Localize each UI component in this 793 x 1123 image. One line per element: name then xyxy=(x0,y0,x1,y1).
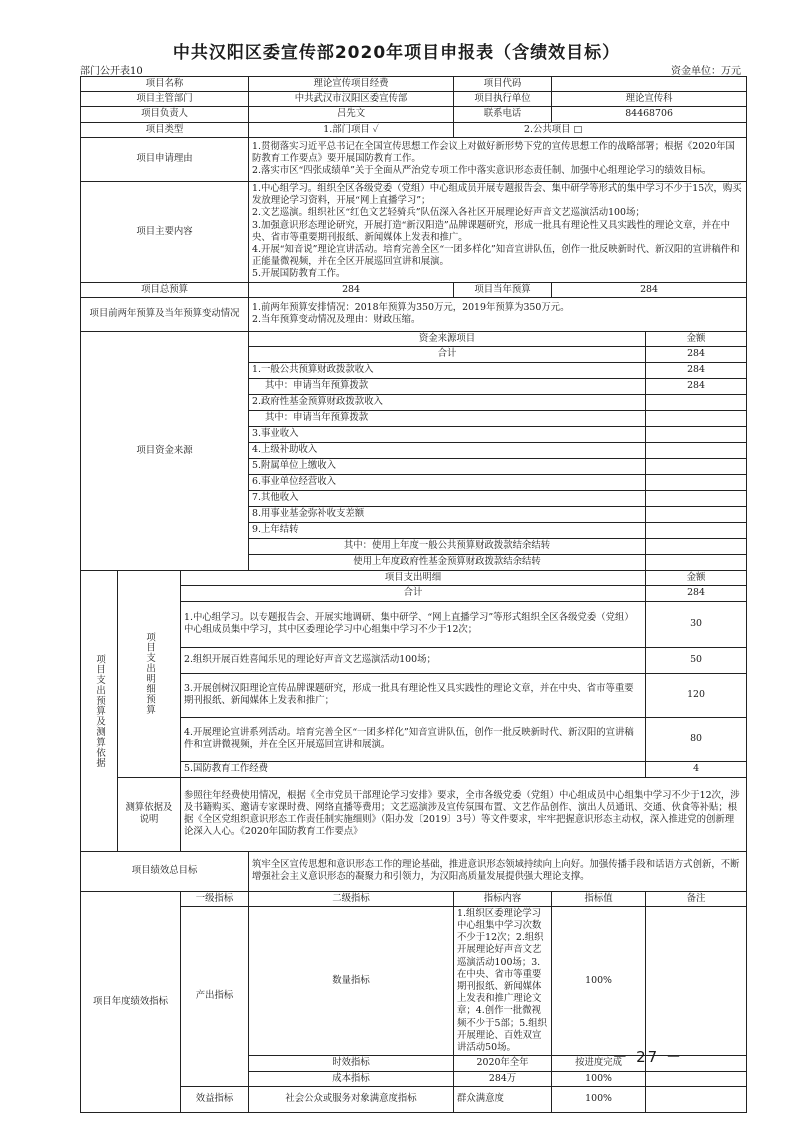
expense-section xyxy=(81,571,747,851)
reason-text: 1.贯彻落实习近平总书记在全国宣传思想工作会议上对做好新形势下党的宣传思想工作的战略部署；根据《2020年国防教育工作要点》要开展国防教育工作。 2.落实市区“四张成绩单”关于全面从严治党专项工作中落实意识形态责任制、加强中心组理论学习的绩效目标。 xyxy=(249,137,747,181)
funding-amount xyxy=(646,427,747,443)
perf-content: 284万 xyxy=(454,1071,552,1086)
label-expense-text: 项目支出预算及测算依据 xyxy=(94,653,106,768)
perf-level2: 成本指标 xyxy=(249,1071,454,1086)
funding-item: 5.附属单位上缴收入 xyxy=(249,459,646,475)
row-content xyxy=(81,181,747,282)
label-indicators: 项目年度绩效指标 xyxy=(81,891,181,1112)
funding-amount xyxy=(646,411,747,427)
funding-item: 使用上年度政府性基金预算财政拨款结余结转 xyxy=(249,555,646,571)
funding-header-item: 资金来源项目 xyxy=(249,331,646,346)
perf-value: 100% xyxy=(552,1086,646,1112)
funding-amount xyxy=(646,539,747,555)
label-leader: 项目负责人 xyxy=(81,107,249,122)
label-budget-change: 项目前两年预算及当年预算变动情况 xyxy=(81,297,249,331)
expense-item: 5.国防教育工作经费 xyxy=(181,761,646,777)
value-project-code xyxy=(552,77,747,92)
funding-header-amount: 金额 xyxy=(646,331,747,346)
perf-value: 100% xyxy=(552,906,646,1056)
perf-content: 群众满意度 xyxy=(454,1086,552,1112)
expense-amount: 120 xyxy=(646,673,747,717)
label-project-code: 项目代码 xyxy=(454,77,552,92)
perf-level2: 数量指标 xyxy=(249,906,454,1056)
budget-change-text: 1.前两年预算安排情况：2018年预算为350万元，2019年预算为350万元。 2.当年预算变动情况及理由：财政压缩。 xyxy=(249,297,747,331)
funding-item: 其中：申请当年预算拨款 xyxy=(249,411,646,427)
funding-item: 6.事业单位经营收入 xyxy=(249,475,646,491)
funding-item: 8.用事业基金弥补收支差额 xyxy=(249,507,646,523)
expense-row xyxy=(81,673,747,717)
value-leader: 吕先文 xyxy=(249,107,454,122)
expense-basis-row xyxy=(81,777,747,851)
label-expense xyxy=(81,571,118,851)
perf-level2: 社会公众或服务对象满意度指标 xyxy=(249,1086,454,1112)
value-phone: 84468706 xyxy=(552,107,747,122)
funding-amount xyxy=(646,555,747,571)
row-project-name xyxy=(81,77,747,92)
funding-item: 3.事业收入 xyxy=(249,427,646,443)
value-current-budget: 284 xyxy=(552,282,747,297)
label-goal: 项目绩效总目标 xyxy=(81,851,249,891)
perf-row xyxy=(81,1086,747,1112)
perf-note xyxy=(646,1086,747,1112)
perf-level2: 时效指标 xyxy=(249,1056,454,1071)
row-dept xyxy=(81,92,747,107)
row-type xyxy=(81,122,747,137)
label-dept: 项目主管部门 xyxy=(81,92,249,107)
perf-level1-effect: 效益指标 xyxy=(181,1086,249,1112)
funding-item: 其中：申请当年预算拨款 xyxy=(249,379,646,395)
expense-item: 1.中心组学习。以专题报告会、开展实地调研、集中研学、“网上直播学习”等形式组织全区各级党委（党组）中心组成员集中学习，其中区委理论学习中心组集中学习不少于12次； xyxy=(181,601,646,647)
funding-amount: 284 xyxy=(646,347,747,363)
page-title: 中共汉阳区委宣传部2020年项目申报表（含绩效目标） xyxy=(172,43,621,63)
perf-value: 100% xyxy=(552,1071,646,1086)
expense-row xyxy=(81,647,747,673)
funding-amount xyxy=(646,507,747,523)
funding-amount xyxy=(646,475,747,491)
expense-row xyxy=(81,601,747,647)
funding-amount xyxy=(646,443,747,459)
project-form-table xyxy=(80,76,747,1113)
expense-amount: 50 xyxy=(646,647,747,673)
value-project-name: 理论宣传项目经费 xyxy=(249,77,454,92)
expense-row xyxy=(81,717,747,761)
perf-header: 二级指标 xyxy=(249,891,454,906)
perf-note xyxy=(646,1071,747,1086)
expense-amount: 4 xyxy=(646,761,747,777)
label-detail xyxy=(118,571,181,777)
funding-amount: 284 xyxy=(646,363,747,379)
page-number: － 27 － xyxy=(612,1048,683,1066)
expense-total-amount: 284 xyxy=(646,586,747,601)
funding-item: 1.一般公共预算财政拨款收入 xyxy=(249,363,646,379)
perf-content: 1.组织区委理论学习中心组集中学习次数不少于12次；2.组织开展理论好声音文艺巡演活动100场；3.在中央、省市等重要期刊报纸、新闻媒体上发表和推广理论文章；4.创作一批微视频不少于5部；5.组织开展理论、百姓双宣讲活动50场。 xyxy=(454,906,552,1056)
expense-item: 2.组织开展百姓喜闻乐见的理论好声音文艺巡演活动100场； xyxy=(181,647,646,673)
funding-header-row xyxy=(81,331,747,346)
funding-item: 7.其他收入 xyxy=(249,491,646,507)
label-current-budget: 项目当年预算 xyxy=(454,282,552,297)
perf-content: 2020年全年 xyxy=(454,1056,552,1071)
expense-row xyxy=(81,761,747,777)
perf-header: 备注 xyxy=(646,891,747,906)
funding-amount xyxy=(646,523,747,539)
label-funding: 项目资金来源 xyxy=(81,331,249,570)
basis-text: 参照往年经费使用情况，根据《全市党员干部理论学习安排》要求，全市各级党委（党组）中心组成员中心组集中学习不少于12次，涉及书籍购买、邀请专家课时费、网络直播等费用；文艺巡演涉及宣传氛围布置、文艺作品创作、演出人员通讯、交通、伙食等补贴；根据《全区党组织意识形态工作责任制实施细则》（阳办发〔2019〕3号）等文件要求，牢牢把握意识形态主动权，深入推进党的创新理论深入人心。《2020年国防教育工作要点》 xyxy=(181,777,747,851)
type-option-public: 2.公共项目 □ xyxy=(454,122,747,137)
label-phone: 联系电话 xyxy=(454,107,552,122)
expense-total-row xyxy=(81,586,747,601)
row-goal xyxy=(81,851,747,891)
expense-item: 3.开展创树汉阳理论宣传品牌课题研究，形成一批具有理论性又具实践性的理论文章，并在中央、省市等重要期刊报纸、新闻媒体上发表和推广； xyxy=(181,673,646,717)
content-text: 1.中心组学习。组织全区各级党委（党组）中心组成员开展专题报告会、集中研学等形式的集中学习不少于15次，购买发放理论学习资料，开展“网上直播学习”； 2.文艺巡演。组织社区“红色文艺轻骑兵”队伍深入各社区开展理论好声音文艺巡演活动100场； 3.加强意识形态理论研究，开展打造“新汉阳造”品牌课题研究，形成一批具有理论性又具实践性的理论文章，并在中央、省市等重要期刊报纸、新闻媒体上发表和推广。 4.开展“知音说”理论宣讲活动。培育完善全区“一团多样化”知音宣讲队伍，创作一批反映新时代、新汉阳的宣讲稿件和正能量微视频，并在全区开展巡回宣讲和展演。 5.开展国防教育工作。 xyxy=(249,181,747,282)
form-number: 部门公开表10 xyxy=(80,66,143,77)
funding-amount: 284 xyxy=(646,379,747,395)
label-exec-unit: 项目执行单位 xyxy=(454,92,552,107)
label-content: 项目主要内容 xyxy=(81,181,249,282)
funding-amount xyxy=(646,459,747,475)
value-exec-unit: 理论宣传科 xyxy=(552,92,747,107)
funding-item: 4.上级补助收入 xyxy=(249,443,646,459)
label-project-name: 项目名称 xyxy=(81,77,249,92)
label-total-budget: 项目总预算 xyxy=(81,282,249,297)
funding-amount xyxy=(646,395,747,411)
row-budget xyxy=(81,282,747,297)
perf-header-row xyxy=(81,891,747,906)
expense-header-row xyxy=(81,571,747,586)
label-basis: 测算依据及说明 xyxy=(118,777,181,851)
perf-header: 一级指标 xyxy=(181,891,249,906)
row-change xyxy=(81,297,747,331)
perf-level1-output: 产出指标 xyxy=(181,906,249,1086)
perf-note xyxy=(646,906,747,1056)
funding-item: 9.上年结转 xyxy=(249,523,646,539)
expense-header-amount: 金额 xyxy=(646,571,747,586)
row-leader xyxy=(81,107,747,122)
row-reason xyxy=(81,137,747,181)
expense-header-item: 项目支出明细 xyxy=(181,571,646,586)
funding-item: 2.政府性基金预算财政拨款收入 xyxy=(249,395,646,411)
label-reason: 项目申请理由 xyxy=(81,137,249,181)
type-option-dept: 1.部门项目 ✓ xyxy=(249,122,454,137)
value-dept: 中共武汉市汉阳区委宣传部 xyxy=(249,92,454,107)
expense-amount: 80 xyxy=(646,717,747,761)
currency-unit: 资金单位：万元 xyxy=(671,66,741,77)
expense-total-label: 合计 xyxy=(181,586,646,601)
perf-header: 指标内容 xyxy=(454,891,552,906)
funding-item: 合计 xyxy=(249,347,646,363)
performance-section xyxy=(81,891,747,1112)
label-detail-text: 项目支出明细预算 xyxy=(144,632,156,716)
expense-item: 4.开展理论宣讲系列活动。培育完善全区“一团多样化”知音宣讲队伍，创作一批反映新时代、新汉阳的宣讲稿件和宣讲微视频，并在全区开展巡回宣讲和展演。 xyxy=(181,717,646,761)
goal-text: 筑牢全区宣传思想和意识形态工作的理论基础，推进意识形态领域持续向上向好。加强传播手段和话语方式创新，不断增强社会主义意识形态的凝聚力和引领力，为汉阳高质量发展提供强大理论支撑。 xyxy=(249,851,747,891)
perf-value: 按进度完成 xyxy=(552,1056,646,1071)
label-type: 项目类型 xyxy=(81,122,249,137)
perf-header: 指标值 xyxy=(552,891,646,906)
value-total-budget: 284 xyxy=(249,282,454,297)
perf-row xyxy=(81,906,747,1056)
expense-amount: 30 xyxy=(646,601,747,647)
funding-amount xyxy=(646,491,747,507)
funding-section xyxy=(81,331,747,570)
funding-item: 其中：使用上年度一般公共预算财政拨款结余结转 xyxy=(249,539,646,555)
